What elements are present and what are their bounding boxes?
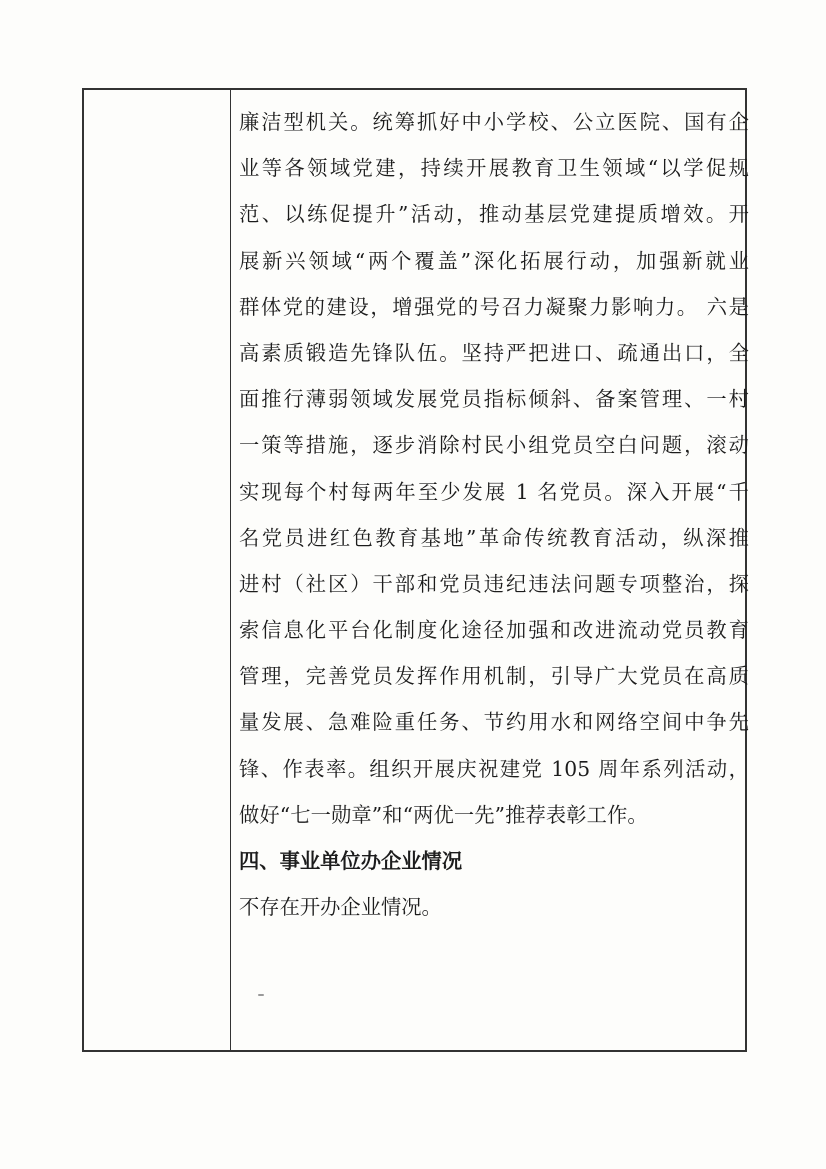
paragraph-line: 锋、作表率。组织开展庆祝建党 105 周年系列活动， bbox=[239, 756, 749, 781]
section-heading: 四、事业单位办企业情况 bbox=[239, 849, 463, 873]
paragraph-line: 管理，完善党员发挥作用机制，引导广大党员在高质 bbox=[239, 664, 749, 689]
paragraph-line: 廉洁型机关。统筹抓好中小学校、公立医院、国有企 bbox=[239, 110, 749, 134]
table-label-column bbox=[84, 90, 231, 1050]
paragraph-line: 范、以练促提升”活动，推动基层党建提质增效。开 bbox=[239, 202, 749, 227]
content-text bbox=[239, 99, 749, 930]
paragraph-line: 面推行薄弱领域发展党员指标倾斜、备案管理、一村 bbox=[239, 387, 749, 412]
paragraph-line: 一策等措施，逐步消除村民小组党员空白问题，滚动 bbox=[239, 433, 749, 458]
paragraph-line: 做好“七一勋章”和“两优一先”推荐表彰工作。 bbox=[239, 802, 648, 827]
paragraph-line: 实现每个村每两年至少发展 1 名党员。深入开展“千 bbox=[239, 479, 749, 504]
paragraph-line: 名党员进红色教育基地”革命传统教育活动，纵深推 bbox=[239, 525, 749, 550]
paragraph-line: 高素质锻造先锋队伍。坚持严把进口、疏通出口，全 bbox=[239, 340, 749, 365]
paragraph-line: 量发展、急难险重任务、节约用水和网络空间中争先 bbox=[239, 710, 749, 735]
table-content-column bbox=[231, 90, 749, 1050]
section-body: 不存在开办企业情况。 bbox=[239, 895, 442, 920]
paragraph-line: 业等各领域党建，持续开展教育卫生领域“以学促规 bbox=[239, 156, 749, 181]
paragraph-line: 展新兴领域“两个覆盖”深化拓展行动，加强新就业 bbox=[239, 248, 749, 273]
scan-speck bbox=[258, 994, 264, 996]
report-table bbox=[82, 88, 747, 1052]
paragraph-line: 进村（社区）干部和党员违纪违法问题专项整治，探 bbox=[239, 571, 749, 596]
paragraph-line: 索信息化平台化制度化途径加强和改进流动党员教育 bbox=[239, 618, 749, 643]
paragraph-line: 群体党的建设，增强党的号召力凝聚力影响力。 六是 bbox=[239, 294, 749, 319]
